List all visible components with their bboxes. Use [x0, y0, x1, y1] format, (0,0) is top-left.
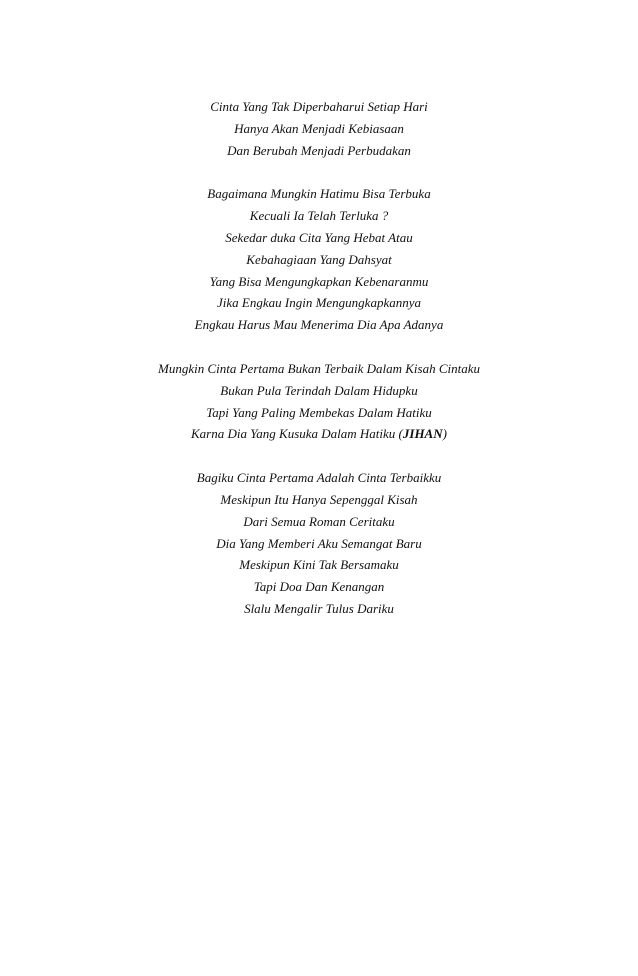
poem-line: Hanya Akan Menjadi Kebiasaan: [234, 120, 404, 136]
stanza-4: [0, 467, 638, 620]
dedication-prefix: Karna Dia Yang Kusuka Dalam Hatiku (: [191, 426, 403, 442]
poem-line: Tapi Doa Dan Kenangan: [253, 579, 385, 595]
poem-line: Engkau Harus Mau Menerima Dia Apa Adanya: [194, 317, 444, 333]
poem-line-dedication: [0, 423, 638, 445]
poem-line: Sekedar duka Cita Yang Hebat Atau: [225, 229, 413, 245]
poem: [0, 96, 638, 642]
poem-line: Dan Berubah Menjadi Perbudakan: [227, 142, 411, 158]
poem-line: Tapi Yang Paling Membekas Dalam Hatiku: [206, 404, 432, 420]
poem-line: Slalu Mengalir Tulus Dariku: [244, 600, 394, 616]
stanza-3: [0, 358, 638, 445]
poem-line: Dari Semua Roman Ceritaku: [243, 513, 395, 529]
poem-line: Dia Yang Memberi Aku Semangat Baru: [216, 535, 422, 551]
poem-line: Mungkin Cinta Pertama Bukan Terbaik Dalam Kisah Cintaku: [158, 360, 480, 376]
stanza-1: [0, 96, 638, 161]
poem-line: Kecuali Ia Telah Terluka ?: [249, 208, 389, 224]
poem-line: Bagaimana Mungkin Hatimu Bisa Terbuka: [207, 186, 431, 202]
poem-line: Cinta Yang Tak Diperbaharui Setiap Hari: [210, 99, 428, 114]
poem-line: Jika Engkau Ingin Mengungkapkannya: [217, 295, 421, 311]
poem-line: Bukan Pula Terindah Dalam Hidupku: [220, 382, 418, 398]
poem-line: Meskipun Kini Tak Bersamaku: [239, 557, 399, 573]
poem-line: Kebahagiaan Yang Dahsyat: [246, 251, 392, 267]
poem-line: Yang Bisa Mengungkapkan Kebenaranmu: [209, 273, 429, 289]
dedication-name: JIHAN: [402, 426, 443, 442]
dedication-suffix: ): [442, 426, 447, 442]
stanza-2: [0, 183, 638, 336]
poem-line: Meskipun Itu Hanya Sepenggal Kisah: [220, 491, 418, 507]
poem-line: Bagiku Cinta Pertama Adalah Cinta Terbaikku: [196, 470, 442, 486]
